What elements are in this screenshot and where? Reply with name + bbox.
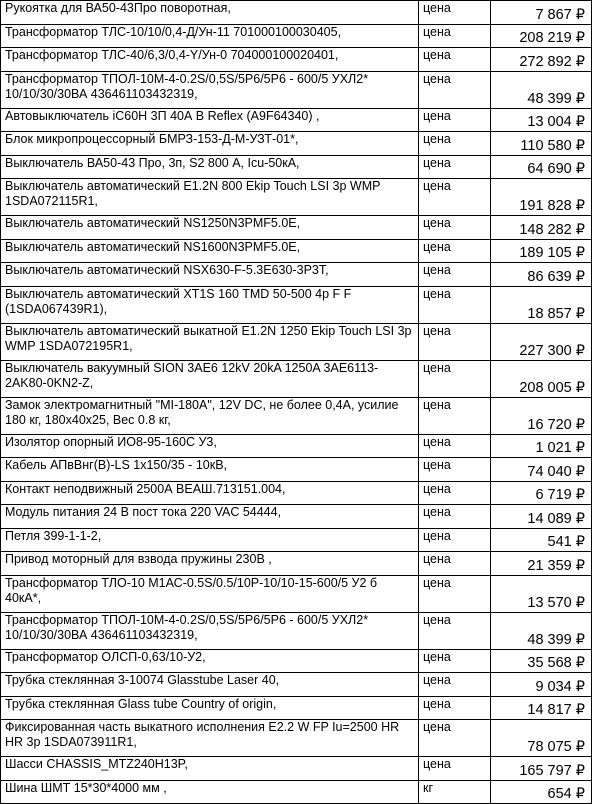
- price-cell: 272 892 ₽: [491, 48, 592, 72]
- price-table-body: [1, 1, 592, 804]
- unit-cell: цена: [419, 263, 491, 287]
- price-cell: 74 040 ₽: [491, 458, 592, 482]
- unit-cell: цена: [419, 360, 491, 397]
- product-name-cell: Выключатель автоматический NSX630-F-5.3E630-3P3T,: [1, 263, 419, 287]
- table-row: [1, 649, 592, 673]
- unit-cell: цена: [419, 434, 491, 458]
- product-name-cell: Трубка стеклянная Glass tube Country of origin,: [1, 696, 419, 720]
- price-cell: 208 005 ₽: [491, 360, 592, 397]
- price-cell: 191 828 ₽: [491, 179, 592, 216]
- table-row: [1, 155, 592, 179]
- table-row: [1, 48, 592, 72]
- unit-cell: цена: [419, 528, 491, 552]
- table-row: [1, 239, 592, 263]
- product-name-cell: Трансформатор ТПОЛ-10М-4-0.2S/0,5S/5Р6/5Р6 - 600/5 УХЛ2* 10/10/30/30ВА 436461103432319,: [1, 612, 419, 649]
- table-row: [1, 179, 592, 216]
- product-name-cell: Шасси CHASSIS_MTZ240H13P,: [1, 757, 419, 781]
- price-cell: 78 075 ₽: [491, 720, 592, 757]
- table-row: [1, 528, 592, 552]
- product-name-cell: Выключатель автоматический NS1600N3PMF5.0E,: [1, 239, 419, 263]
- unit-cell: цена: [419, 575, 491, 612]
- price-cell: 7 867 ₽: [491, 1, 592, 25]
- unit-cell: цена: [419, 696, 491, 720]
- unit-cell: цена: [419, 24, 491, 48]
- price-cell: 48 399 ₽: [491, 71, 592, 108]
- product-name-cell: Кабель АПвВнг(В)-LS 1х150/35 - 10кВ,: [1, 458, 419, 482]
- unit-cell: цена: [419, 720, 491, 757]
- product-name-cell: Выключатель автоматический NS1250N3PMF5.0E,: [1, 216, 419, 240]
- price-cell: 13 004 ₽: [491, 108, 592, 132]
- table-row: [1, 397, 592, 434]
- table-row: [1, 1, 592, 25]
- price-cell: 64 690 ₽: [491, 155, 592, 179]
- table-row: [1, 434, 592, 458]
- table-row: [1, 323, 592, 360]
- price-cell: 9 034 ₽: [491, 673, 592, 697]
- price-cell: 148 282 ₽: [491, 216, 592, 240]
- table-row: [1, 673, 592, 697]
- product-name-cell: Модуль питания 24 В пост тока 220 VAC 54444,: [1, 505, 419, 529]
- unit-cell: цена: [419, 481, 491, 505]
- price-cell: 189 105 ₽: [491, 239, 592, 263]
- price-cell: 541 ₽: [491, 528, 592, 552]
- unit-cell: цена: [419, 673, 491, 697]
- unit-cell: цена: [419, 458, 491, 482]
- table-row: [1, 360, 592, 397]
- table-row: [1, 286, 592, 323]
- unit-cell: цена: [419, 649, 491, 673]
- unit-cell: цена: [419, 132, 491, 156]
- unit-cell: цена: [419, 216, 491, 240]
- product-name-cell: Трансформатор ТЛО-10 М1АС-0.5S/0.5/10Р-10/10-15-600/5 У2 б 40кА*,: [1, 575, 419, 612]
- product-name-cell: Выключатель автоматический XT1S 160 TMD 50-500 4p F F (1SDA067439R1),: [1, 286, 419, 323]
- table-row: [1, 24, 592, 48]
- product-name-cell: Выключатель ВА50-43 Про, 3п, S2 800 А, Icu-50кА,: [1, 155, 419, 179]
- unit-cell: цена: [419, 1, 491, 25]
- product-name-cell: Привод моторный для взвода пружины 230В ,: [1, 552, 419, 576]
- price-cell: 165 797 ₽: [491, 757, 592, 781]
- product-name-cell: Трансформатор ТПОЛ-10М-4-0.2S/0,5S/5Р6/5Р6 - 600/5 УХЛ2* 10/10/30/30ВА 436461103432319,: [1, 71, 419, 108]
- product-name-cell: Рукоятка для ВА50-43Про поворотная,: [1, 1, 419, 25]
- table-row: [1, 552, 592, 576]
- table-row: [1, 575, 592, 612]
- unit-cell: цена: [419, 552, 491, 576]
- unit-cell: кг: [419, 780, 491, 804]
- unit-cell: цена: [419, 71, 491, 108]
- table-row: [1, 263, 592, 287]
- product-name-cell: Выключатель вакуумный SION 3AE6 12kV 20kA 1250A 3AE6113-2AK80-0KN2-Z,: [1, 360, 419, 397]
- price-cell: 6 719 ₽: [491, 481, 592, 505]
- product-name-cell: Автовыключатель iC60H 3П 40А B Reflex (A9F64340) ,: [1, 108, 419, 132]
- table-row: [1, 757, 592, 781]
- price-cell: 654 ₽: [491, 780, 592, 804]
- product-name-cell: Петля 399-1-1-2,: [1, 528, 419, 552]
- table-row: [1, 612, 592, 649]
- price-cell: 13 570 ₽: [491, 575, 592, 612]
- product-name-cell: Шина ШМТ 15*30*4000 мм ,: [1, 780, 419, 804]
- product-name-cell: Трубка стеклянная 3-10074 Glasstube Laser 40,: [1, 673, 419, 697]
- price-cell: 14 817 ₽: [491, 696, 592, 720]
- price-cell: 110 580 ₽: [491, 132, 592, 156]
- price-cell: 86 639 ₽: [491, 263, 592, 287]
- table-row: [1, 481, 592, 505]
- table-row: [1, 132, 592, 156]
- product-name-cell: Контакт неподвижный 2500А ВЕАШ.713151.004,: [1, 481, 419, 505]
- product-name-cell: Фиксированная часть выкатного исполнения E2.2 W FP Iu=2500 HR HR 3p 1SDA073911R1,: [1, 720, 419, 757]
- table-row: [1, 216, 592, 240]
- price-cell: 1 021 ₽: [491, 434, 592, 458]
- table-row: [1, 458, 592, 482]
- unit-cell: цена: [419, 397, 491, 434]
- unit-cell: цена: [419, 48, 491, 72]
- product-name-cell: Замок электромагнитный "МI-180А", 12V DC, не более 0,4А, усилие 180 кг, 180х40х25, Вес 0.8 кг,: [1, 397, 419, 434]
- table-row: [1, 505, 592, 529]
- unit-cell: цена: [419, 286, 491, 323]
- price-cell: 208 219 ₽: [491, 24, 592, 48]
- unit-cell: цена: [419, 323, 491, 360]
- price-cell: 18 857 ₽: [491, 286, 592, 323]
- table-row: [1, 696, 592, 720]
- product-name-cell: Изолятор опорный ИО8-95-160С У3,: [1, 434, 419, 458]
- table-row: [1, 71, 592, 108]
- unit-cell: цена: [419, 155, 491, 179]
- product-name-cell: Трансформатор ТЛС-10/10/0,4-Д/Ун-11 701000100030405,: [1, 24, 419, 48]
- price-cell: 14 089 ₽: [491, 505, 592, 529]
- table-row: [1, 780, 592, 804]
- product-name-cell: Выключатель автоматический E1.2N 800 Ekip Touch LSI 3p WMP 1SDA072115R1,: [1, 179, 419, 216]
- price-cell: 21 359 ₽: [491, 552, 592, 576]
- unit-cell: цена: [419, 612, 491, 649]
- unit-cell: цена: [419, 179, 491, 216]
- price-cell: 48 399 ₽: [491, 612, 592, 649]
- unit-cell: цена: [419, 757, 491, 781]
- table-row: [1, 720, 592, 757]
- product-name-cell: Трансформатор ТЛС-40/6,3/0,4-Y/Ун-0 704000100020401,: [1, 48, 419, 72]
- unit-cell: цена: [419, 505, 491, 529]
- price-cell: 35 568 ₽: [491, 649, 592, 673]
- product-name-cell: Выключатель автоматический выкатной E1.2N 1250 Ekip Touch LSI 3p WMP 1SDA072195R1,: [1, 323, 419, 360]
- unit-cell: цена: [419, 108, 491, 132]
- product-name-cell: Блок микропроцессорный БМРЗ-153-Д-М-УЗТ-01*,: [1, 132, 419, 156]
- table-row: [1, 108, 592, 132]
- unit-cell: цена: [419, 239, 491, 263]
- price-cell: 16 720 ₽: [491, 397, 592, 434]
- price-cell: 227 300 ₽: [491, 323, 592, 360]
- product-name-cell: Трансформатор ОЛСП-0,63/10-У2,: [1, 649, 419, 673]
